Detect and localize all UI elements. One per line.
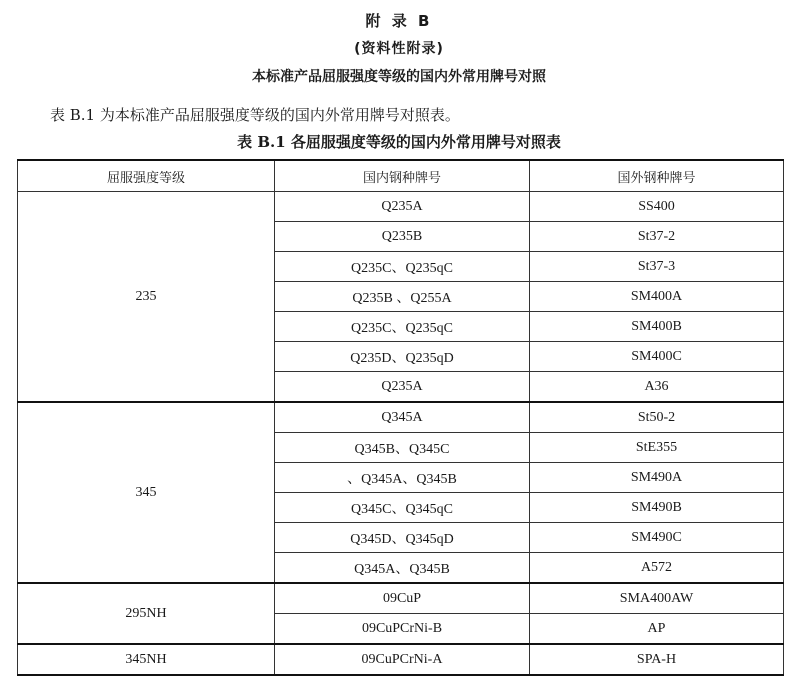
foreign-cell: SPA-H	[530, 644, 784, 675]
intro-sentence: 表 B.1 为本标准产品屈服强度等级的国内外常用牌号对照表。	[50, 106, 460, 124]
table-row	[18, 192, 784, 222]
header-yield-strength-grade: 屈服强度等级	[18, 160, 275, 192]
foreign-cell: SM400A	[530, 282, 784, 312]
table-row	[18, 644, 784, 675]
appendix-heading: 本标准产品屈服强度等级的国内外常用牌号对照	[252, 69, 546, 85]
domestic-cell: Q345C、Q345qC	[275, 493, 530, 523]
table-row	[18, 583, 784, 614]
table-header-row	[18, 160, 784, 192]
domestic-cell: Q345A	[275, 402, 530, 433]
foreign-cell: AP	[530, 614, 784, 645]
foreign-cell: SM400C	[530, 342, 784, 372]
domestic-cell: 09CuP	[275, 583, 530, 614]
foreign-cell: SM490A	[530, 463, 784, 493]
foreign-cell: St37-2	[530, 222, 784, 252]
appendix-subtitle: (资料性附录)	[354, 41, 444, 57]
domestic-cell: Q345D、Q345qD	[275, 523, 530, 553]
table-caption: 表 B.1 各屈服强度等级的国内外常用牌号对照表	[237, 133, 561, 151]
domestic-cell: Q235D、Q235qD	[275, 342, 530, 372]
header-foreign-grade: 国外钢种牌号	[530, 160, 784, 192]
grade-cell: 345	[18, 402, 275, 583]
appendix-title: 附 录 B	[365, 12, 433, 30]
foreign-cell: SMA400AW	[530, 583, 784, 614]
domestic-cell: Q235B 、Q255A	[275, 282, 530, 312]
domestic-cell: Q235C、Q235qC	[275, 252, 530, 282]
domestic-cell: Q345B、Q345C	[275, 433, 530, 463]
table-row	[18, 402, 784, 433]
domestic-cell: 09CuPCrNi-B	[275, 614, 530, 645]
foreign-cell: St50-2	[530, 402, 784, 433]
foreign-cell: SS400	[530, 192, 784, 222]
domestic-cell: Q235C、Q235qC	[275, 312, 530, 342]
domestic-cell: Q345A、Q345B	[275, 553, 530, 584]
foreign-cell: SM400B	[530, 312, 784, 342]
domestic-cell: 09CuPCrNi-A	[275, 644, 530, 675]
foreign-cell: St37-3	[530, 252, 784, 282]
grade-cell: 295NH	[18, 583, 275, 644]
foreign-cell: A572	[530, 553, 784, 584]
domestic-cell: 、Q345A、Q345B	[275, 463, 530, 493]
header-domestic-grade: 国内钢种牌号	[275, 160, 530, 192]
grade-cell: 235	[18, 192, 275, 403]
foreign-cell: A36	[530, 372, 784, 403]
domestic-cell: Q235B	[275, 222, 530, 252]
domestic-cell: Q235A	[275, 192, 530, 222]
grade-cell: 345NH	[18, 644, 275, 675]
foreign-cell: StE355	[530, 433, 784, 463]
domestic-cell: Q235A	[275, 372, 530, 403]
grade-comparison-table	[17, 159, 784, 676]
foreign-cell: SM490B	[530, 493, 784, 523]
foreign-cell: SM490C	[530, 523, 784, 553]
